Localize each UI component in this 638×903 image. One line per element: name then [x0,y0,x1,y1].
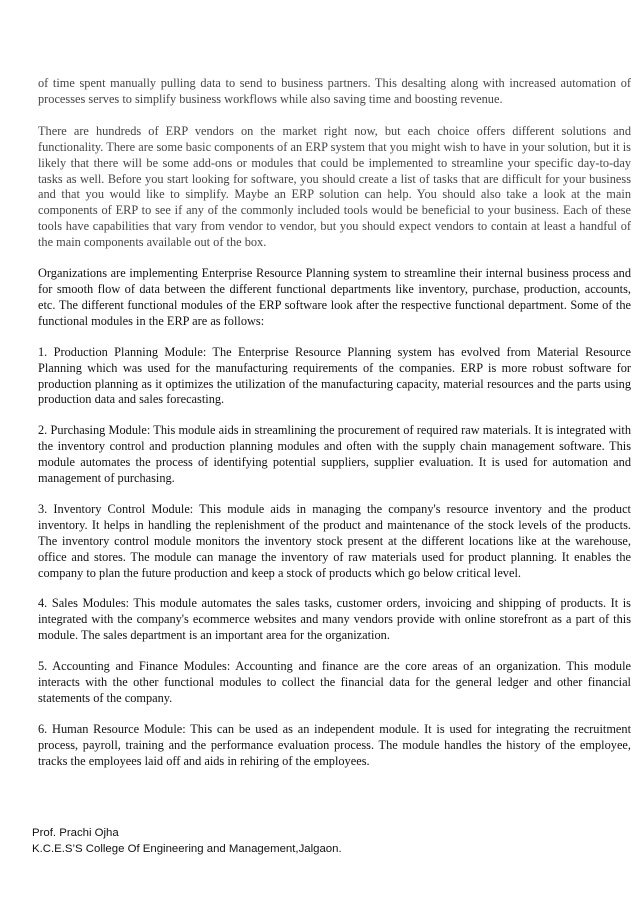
footer-institution: K.C.E.S’S College Of Engineering and Management,Jalgaon. [32,843,342,855]
footer-author: Prof. Prachi Ojha [32,827,119,839]
page-footer [32,825,342,857]
paragraph-sales: 4. Sales Modules: This module automates the sales tasks, customer orders, invoicing and shipping of products. It is integrated with the company's ecommerce websites and many vendors provide with online storefront as a part of this module. The sales department is an important area for the organization. [38,596,631,643]
paragraph-purchasing: 2. Purchasing Module: This module aids in streamlining the procurement of required raw materials. It is integrated with the inventory control and production planning modules and often with the supply chain management software. This module automates the process of identifying potential suppliers, supplier evaluation. It is used for automation and management of purchasing. [38,423,631,486]
paragraph-erp-vendors: There are hundreds of ERP vendors on the market right now, but each choice offers different solutions and functionality. There are some basic components of an ERP system that you might wish to have in your solution, but it is likely that there will be some add-ons or modules that could be implemented to streamline your specific day-to-day tasks as well. Before you start looking for software, you should create a list of tasks that are difficult for your business and that you would like to simplify. Maybe an ERP solution can help. You should also take a look at the main components of ERP to see if any of the commonly included tools would be beneficial to your business. Each of these tools have capabilities that vary from vendor to vendor, but you should expect vendors to contain at least a handful of the main components available out of the box. [38,123,631,250]
paragraph-production-planning: 1. Production Planning Module: The Enterprise Resource Planning system has evolved from Material Resource Planning which was used for the manufacturing requirements of the companies. ERP is more robust software for production planning as it optimizes the utilization of the manufacturing capacity, material resources and the parts using production data and sales forecasting. [38,344,631,407]
paragraph-erp-overview: Organizations are implementing Enterprise Resource Planning system to streamline their internal business process and for smooth flow of data between the different functional departments like inventory, purchase, production, accounts, etc. The different functional modules of the ERP software look after the respective functional department. Some of the functional modules in the ERP are as follows: [38,266,631,328]
paragraph-human-resource: 6. Human Resource Module: This can be used as an independent module. It is used for integrating the recruitment process, payroll, training and the performance evaluation process. The module handles the history of the employee, tracks the employees laid off and aids in rehiring of the employees. [38,721,631,768]
document-body [38,76,631,785]
paragraph-continuation: of time spent manually pulling data to send to business partners. This desalting along with increased automation of processes serves to simplify business workflows while also saving time and boosting revenue. [38,76,631,106]
paragraph-inventory-control: 3. Inventory Control Module: This module aids in managing the company's resource inventory and the product inventory. It helps in handling the replenishment of the product and maintenance of the stock levels of the products. The inventory control module monitors the inventory stock present at the different locations like at the warehouse, office and stores. The module can manage the inventory of raw materials used for product planning. It enables the company to plan the future production and keep a stock of products which go below critical level. [38,501,631,580]
paragraph-accounting-finance: 5. Accounting and Finance Modules: Accounting and finance are the core areas of an organization. This module interacts with the other functional modules to collect the financial data for the general ledger and other financial statements of the company. [38,659,631,705]
